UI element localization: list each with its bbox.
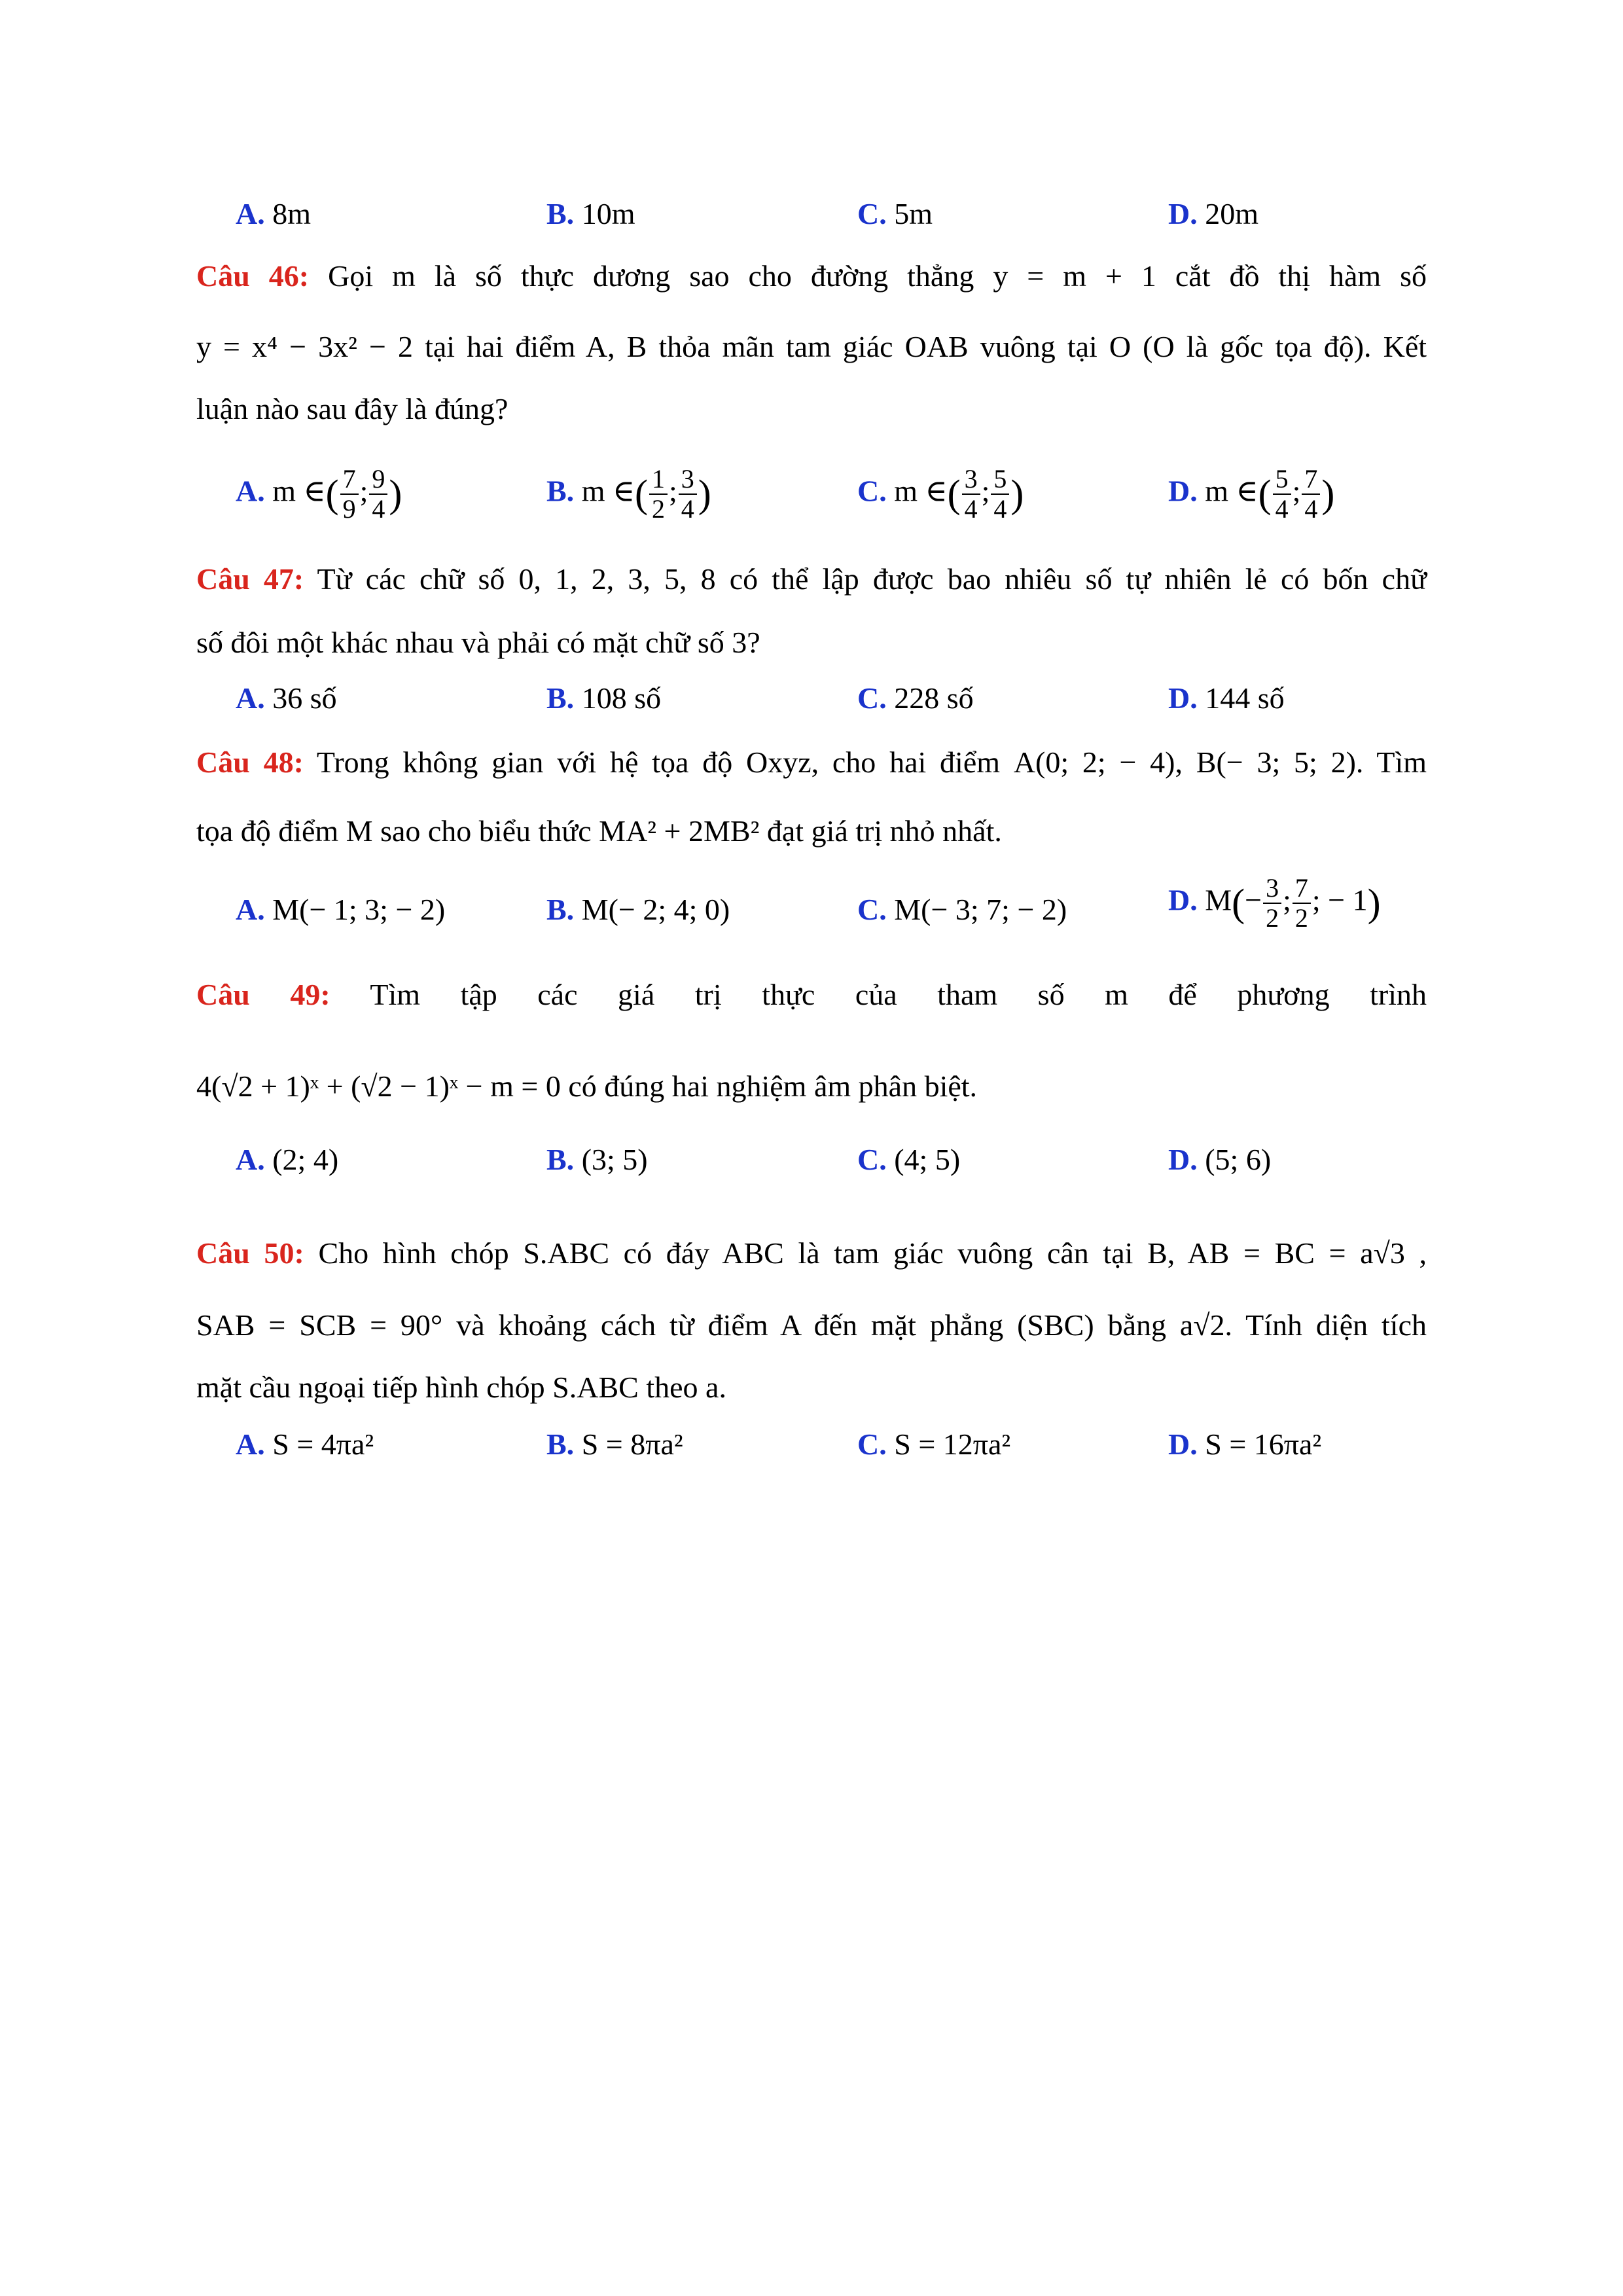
q50-line3: mặt cầu ngoại tiếp hình chóp S.ABC theo a. bbox=[196, 1371, 726, 1404]
q45-option-a: A. 8m bbox=[236, 197, 312, 230]
q47-option-d: D. 144 số bbox=[1168, 681, 1285, 715]
q49-line1: Câu 49: Tìm tập các giá trị thực của tham số m để phương trình bbox=[196, 978, 1427, 1011]
q48-option-d: D. M(− $\frac{3}{2}$ ; $\frac{7}{2}$ ; − 1) bbox=[1168, 873, 1381, 933]
q47-line1: Câu 47: Từ các chữ số 0, 1, 2, 3, 5, 8 có thể lập được bao nhiêu số tự nhiên lẻ có bốn chữ bbox=[196, 562, 1427, 596]
q50-options bbox=[196, 1427, 1427, 1479]
q48-line2: tọa độ điểm M sao cho biểu thức MA² + 2MB² đạt giá trị nhỏ nhất. bbox=[196, 814, 1002, 848]
q45-option-c: C. 5m bbox=[857, 197, 933, 230]
q49-option-c: C. (4; 5) bbox=[857, 1143, 961, 1176]
q47-line2: số đôi một khác nhau và phải có mặt chữ số 3? bbox=[196, 626, 760, 659]
q48-line1: Câu 48: Trong không gian với hệ tọa độ Oxyz, cho hai điểm A(0; 2; − 4), B(− 3; 5; 2). Tìm bbox=[196, 745, 1427, 779]
q50-option-d: D. S = 16πa² bbox=[1168, 1427, 1322, 1461]
q49-option-a: A. (2; 4) bbox=[236, 1143, 339, 1176]
q46-option-a: A. m ∈( $\frac{7}{9}$ ; $\frac{9}{4}$ ) bbox=[236, 464, 402, 524]
q50-option-b: B. S = 8πa² bbox=[546, 1427, 683, 1461]
q45-option-b: B. 10m bbox=[546, 197, 635, 230]
q50-line1: Câu 50: Cho hình chóp S.ABC có đáy ABC là tam giác vuông cân tại B, AB = BC = a√3 , bbox=[196, 1236, 1427, 1270]
q49-line2: 4(√2 + 1)ˣ + (√2 − 1)ˣ − m = 0 có đúng hai nghiệm âm phân biệt. bbox=[196, 1069, 978, 1103]
q50-line2: SAB = SCB = 90° và khoảng cách từ điểm A đến mặt phẳng (SBC) bằng a√2. Tính diện tích bbox=[196, 1308, 1427, 1342]
q48-options bbox=[196, 874, 1427, 952]
q49-option-b: B. (3; 5) bbox=[546, 1143, 648, 1176]
q48-option-b: B. M(− 2; 4; 0) bbox=[546, 893, 730, 926]
q49-options bbox=[196, 1142, 1427, 1194]
q46-options bbox=[196, 452, 1427, 530]
q48-option-c: C. M(− 3; 7; − 2) bbox=[857, 893, 1067, 926]
q46-line1: Câu 46: Gọi m là số thực dương sao cho đường thẳng y = m + 1 cắt đồ thị hàm số bbox=[196, 259, 1427, 293]
q47-option-b: B. 108 số bbox=[546, 681, 662, 715]
q49-option-d: D. (5; 6) bbox=[1168, 1143, 1272, 1176]
q47-option-c: C. 228 số bbox=[857, 681, 974, 715]
q46-line2: y = x⁴ − 3x² − 2 tại hai điểm A, B thỏa mãn tam giác OAB vuông tại O (O là gốc tọa độ). Kết bbox=[196, 330, 1427, 363]
q46-option-c: C. m ∈( $\frac{3}{4}$ ; $\frac{5}{4}$ ) bbox=[857, 464, 1024, 524]
q45-option-d: D. 20m bbox=[1168, 197, 1259, 230]
q47-option-a: A. 36 số bbox=[236, 681, 337, 715]
q50-option-c: C. S = 12πa² bbox=[857, 1427, 1011, 1461]
q46-option-d: D. m ∈( $\frac{5}{4}$ ; $\frac{7}{4}$ ) bbox=[1168, 464, 1335, 524]
q45-options bbox=[196, 196, 1427, 249]
q50-option-a: A. S = 4πa² bbox=[236, 1427, 374, 1461]
q46-option-b: B. m ∈( $\frac{1}{2}$ ; $\frac{3}{4}$ ) bbox=[546, 464, 711, 524]
q48-option-a: A. M(− 1; 3; − 2) bbox=[236, 893, 446, 926]
q46-line3: luận nào sau đây là đúng? bbox=[196, 392, 508, 425]
q47-options bbox=[196, 681, 1427, 733]
